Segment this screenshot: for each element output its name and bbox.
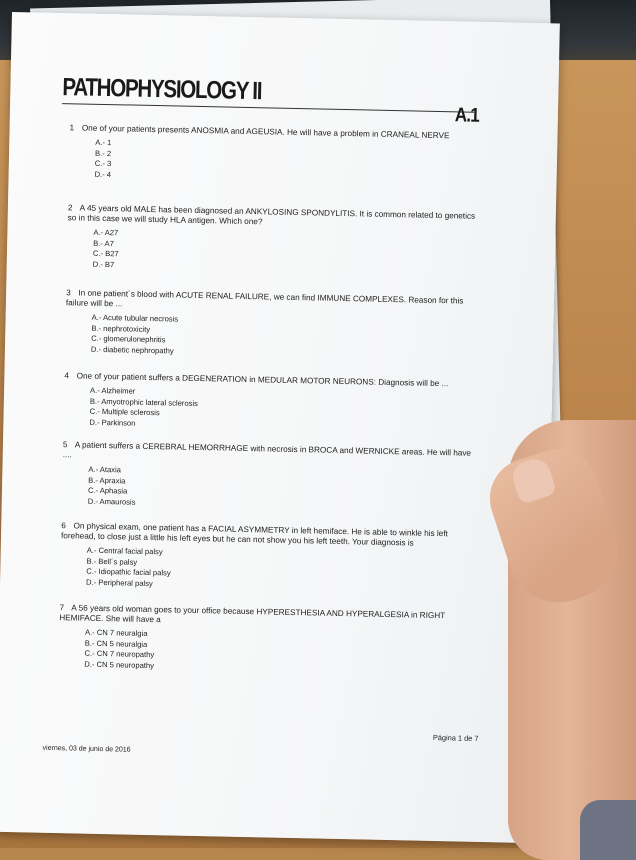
- option-list: [94, 138, 479, 188]
- option: A.- A27: [93, 227, 119, 238]
- option: A.- 1: [95, 137, 112, 148]
- exam-title: PATHOPHYSIOLOGY II: [62, 73, 262, 106]
- title-underline: [62, 103, 474, 113]
- page-number: Página 1 de 7: [432, 732, 479, 743]
- option: C.- 3: [94, 158, 112, 169]
- question-number: 3: [66, 288, 71, 298]
- question-5: [62, 440, 473, 515]
- option: D.- CN 5 neuropathy: [84, 659, 155, 670]
- footer-date: viernes, 03 de junio de 2016: [42, 744, 131, 754]
- option: D.- Amaurosis: [87, 496, 136, 507]
- question-text: One of your patient suffers a DEGENERATION in MEDULAR MOTOR NEURONS: Diagnosis will be ...: [76, 371, 449, 389]
- question-number: 7: [59, 603, 65, 613]
- option: A.- CN 7 neuralgia: [84, 627, 148, 638]
- option: B.- 2: [94, 148, 112, 158]
- question-7: [58, 603, 469, 678]
- question-6: [60, 521, 471, 596]
- option-list: [88, 465, 473, 515]
- question-3: [65, 288, 476, 363]
- option-list: [84, 628, 469, 678]
- question-text: A patient suffers a CEREBRAL HEMORRHAGE with necrosis in BROCA and WERNICKE areas. He will have ....: [62, 440, 472, 460]
- option: A.- Alzheimer: [90, 385, 136, 396]
- option: D.- Parkinson: [89, 417, 136, 428]
- option: C.- Multiple sclerosis: [89, 406, 160, 418]
- option: B.- CN 5 neuralgia: [84, 638, 148, 649]
- option: D.- B7: [92, 259, 115, 269]
- question-text: In one patient´s blood with ACUTE RENAL FAILURE, we can find IMMUNE COMPLEXES. Reason for this failure will be ...: [65, 288, 464, 309]
- option-list: [91, 313, 476, 363]
- option: B.- A7: [93, 238, 114, 248]
- question-number: 2: [67, 203, 73, 213]
- question-number: 6: [61, 521, 66, 531]
- option-list: [86, 546, 471, 596]
- option: B.- Amyotrophic lateral sclerosis: [89, 396, 198, 408]
- question-1: [69, 123, 480, 188]
- question-text: On physical exam, one patient has a FACIAL ASYMMETRY in left hemiface. He is able to winkle his left forehead, to close just a little his left eyes but he can not show you his left teeth. Your diagnosis is: [60, 521, 448, 548]
- exam-sheet: [0, 12, 560, 843]
- option: C.- glomerulonephritis: [91, 333, 166, 345]
- option: D.- Peripheral palsy: [85, 577, 153, 588]
- option: C.- Aphasia: [87, 485, 128, 496]
- exam-code: A.1: [454, 104, 480, 127]
- question-4: [63, 371, 474, 436]
- option: A.- Acute tubular necrosis: [91, 312, 179, 324]
- sleeve: [580, 800, 636, 860]
- question-number: 5: [62, 440, 68, 450]
- option: C.- CN 7 neuropathy: [84, 648, 155, 660]
- option: C.- B27: [92, 248, 119, 259]
- option: A.- Ataxia: [88, 464, 122, 475]
- question-text: One of your patients presents ANOSMIA and AGEUSIA. He will have a problem in CRANEAL NERVE: [81, 123, 450, 141]
- option-list: [93, 228, 478, 278]
- option: B.- Apraxia: [88, 475, 126, 486]
- question-number: 4: [64, 371, 70, 381]
- question-number: 1: [69, 123, 75, 133]
- option-list: [89, 386, 474, 436]
- option: B.- Bell´s palsy: [86, 556, 138, 567]
- question-text: A 56 years old woman goes to your office because HYPERESTHESIA AND HYPERALGESIA in RIGHT HEMIFACE. She will have a: [59, 603, 446, 625]
- option: C.- Idiopathic facial palsy: [86, 566, 171, 578]
- question-text: A 45 years old MALE has been diagnosed an ANKYLOSING SPONDYLITIS. It is common related to genetics so in this case we will study HLA antigen. Which one?: [67, 203, 476, 227]
- option: D.- diabetic nephropathy: [90, 344, 174, 356]
- option: A.- Central facial palsy: [86, 545, 163, 557]
- question-2: [67, 203, 478, 278]
- option: D.- 4: [94, 169, 112, 179]
- option: B.- nephrotoxicity: [91, 323, 151, 334]
